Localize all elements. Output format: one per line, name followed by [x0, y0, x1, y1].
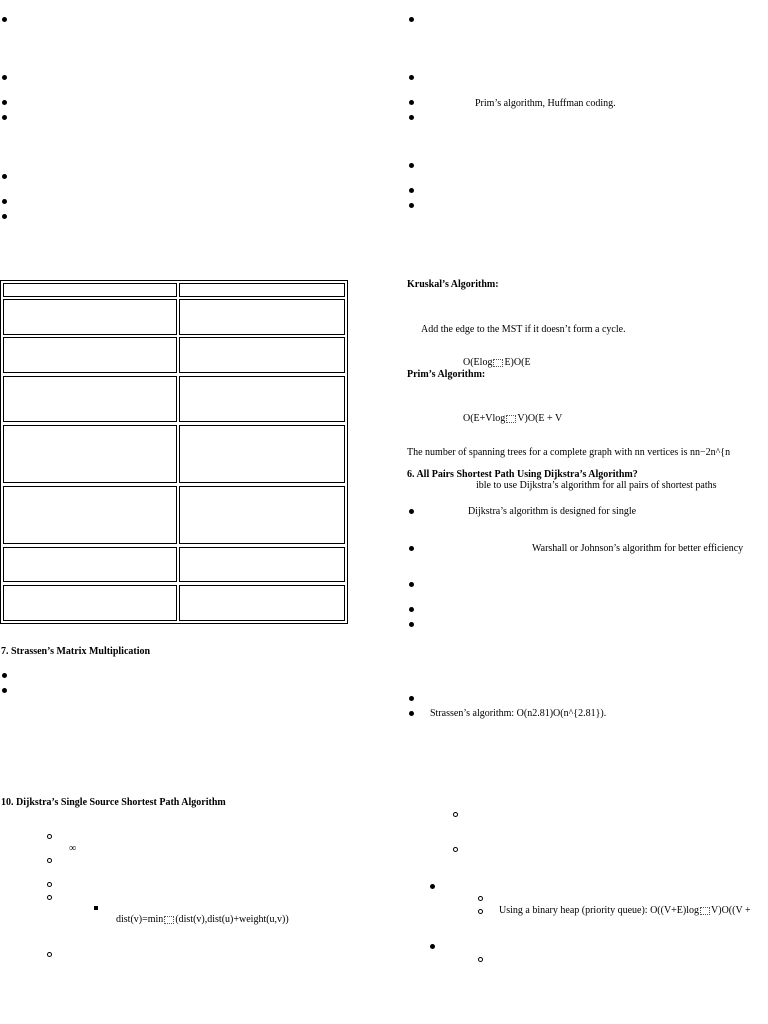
sub-bullet: [453, 847, 458, 852]
sub-bullet: [47, 952, 52, 957]
sub-sub-bullet: [94, 906, 98, 910]
table-cell: [3, 337, 177, 373]
bullet: [2, 673, 7, 678]
infinity-symbol: ∞: [69, 843, 77, 854]
section6-line: ible to use Dijkstra’s algorithm for all pairs of shortest paths: [476, 480, 717, 491]
bullet: [409, 17, 414, 22]
prim-complexity-a: O(E+Vlog: [463, 413, 506, 424]
kruskal-step: Add the edge to the MST if it doesn’t form a cycle.: [421, 324, 626, 335]
sub-bullet: [47, 882, 52, 887]
kruskal-heading: Kruskal’s Algorithm:: [407, 279, 499, 290]
table-cell: [3, 376, 177, 422]
bullet: [409, 163, 414, 168]
missing-glyph-icon: [493, 359, 503, 367]
comparison-table: [0, 280, 348, 624]
sub-bullet: [47, 858, 52, 863]
table-header-cell: [179, 283, 345, 297]
sub-bullet: [47, 895, 52, 900]
bullet: [430, 944, 435, 949]
kruskal-complexity-a: O(Elog: [463, 357, 493, 368]
table-cell: [3, 299, 177, 335]
relax-a: dist(v)=min: [116, 914, 164, 925]
table-cell: [3, 585, 177, 621]
sub-bullet: [478, 896, 483, 901]
heap-a: Using a binary heap (priority queue): O((V+E)log: [499, 905, 700, 916]
section6-heading: 6. All Pairs Shortest Path Using Dijkstra’s Algorithm?: [407, 469, 638, 480]
prim-complexity-b: V)O(E + V: [517, 413, 563, 424]
section7-heading: 7. Strassen’s Matrix Multiplication: [1, 646, 151, 657]
table-cell: [3, 486, 177, 544]
sub-bullet: [453, 812, 458, 817]
missing-glyph-icon: [164, 916, 174, 924]
bullet: [430, 884, 435, 889]
bullet: [2, 100, 7, 105]
table-header-cell: [3, 283, 177, 297]
table-cell: [179, 425, 345, 483]
bullet-text: Strassen’s algorithm: O(n2.81)O(n^{2.81}).: [430, 708, 607, 719]
bullet: [2, 199, 7, 204]
bullet-text: Warshall or Johnson’s algorithm for better efficiency: [532, 543, 744, 554]
spanning-trees-text: The number of spanning trees for a complete graph with nn vertices is nn−2n^{n: [407, 447, 731, 458]
table-cell: [3, 547, 177, 582]
table-cell: [3, 425, 177, 483]
bullet-text: Dijkstra’s algorithm is designed for single: [468, 506, 637, 517]
bullet: [409, 203, 414, 208]
bullet: [2, 115, 7, 120]
prim-heading: Prim’s Algorithm:: [407, 369, 486, 380]
sub-bullet: [47, 834, 52, 839]
table-cell: [179, 337, 345, 373]
table-cell: [179, 299, 345, 335]
table-cell: [179, 486, 345, 544]
missing-glyph-icon: [506, 415, 516, 423]
bullet: [2, 214, 7, 219]
section10-heading: 10. Dijkstra’s Single Source Shortest Path Algorithm: [1, 797, 226, 808]
bullet: [409, 546, 414, 551]
kruskal-complexity: [463, 357, 531, 369]
kruskal-complexity-b: E)O(E: [504, 357, 531, 368]
bullet: [409, 75, 414, 80]
prim-complexity: [463, 413, 562, 425]
bullet: [409, 622, 414, 627]
bullet: [409, 188, 414, 193]
table-cell: [179, 585, 345, 621]
bullet: [409, 607, 414, 612]
bullet: [409, 509, 414, 514]
bullet: [2, 75, 7, 80]
bullet: [409, 582, 414, 587]
table-cell: [179, 547, 345, 582]
bullet: [409, 100, 414, 105]
bullet: [409, 115, 414, 120]
bullet: [2, 688, 7, 693]
heap-b: V)O((V +: [711, 905, 751, 916]
table-cell: [179, 376, 345, 422]
bullet: [2, 17, 7, 22]
bullet-text: Prim’s algorithm, Huffman coding.: [475, 98, 616, 109]
bullet: [409, 711, 414, 716]
sub-bullet: [478, 957, 483, 962]
bullet: [2, 174, 7, 179]
sub-bullet: [478, 909, 483, 914]
relax-b: (dist(v),dist(u)+weight(u,v)): [175, 914, 289, 925]
heap-bullet-text: [499, 905, 751, 917]
missing-glyph-icon: [700, 907, 710, 915]
relaxation-formula: [116, 914, 289, 926]
bullet: [409, 696, 414, 701]
